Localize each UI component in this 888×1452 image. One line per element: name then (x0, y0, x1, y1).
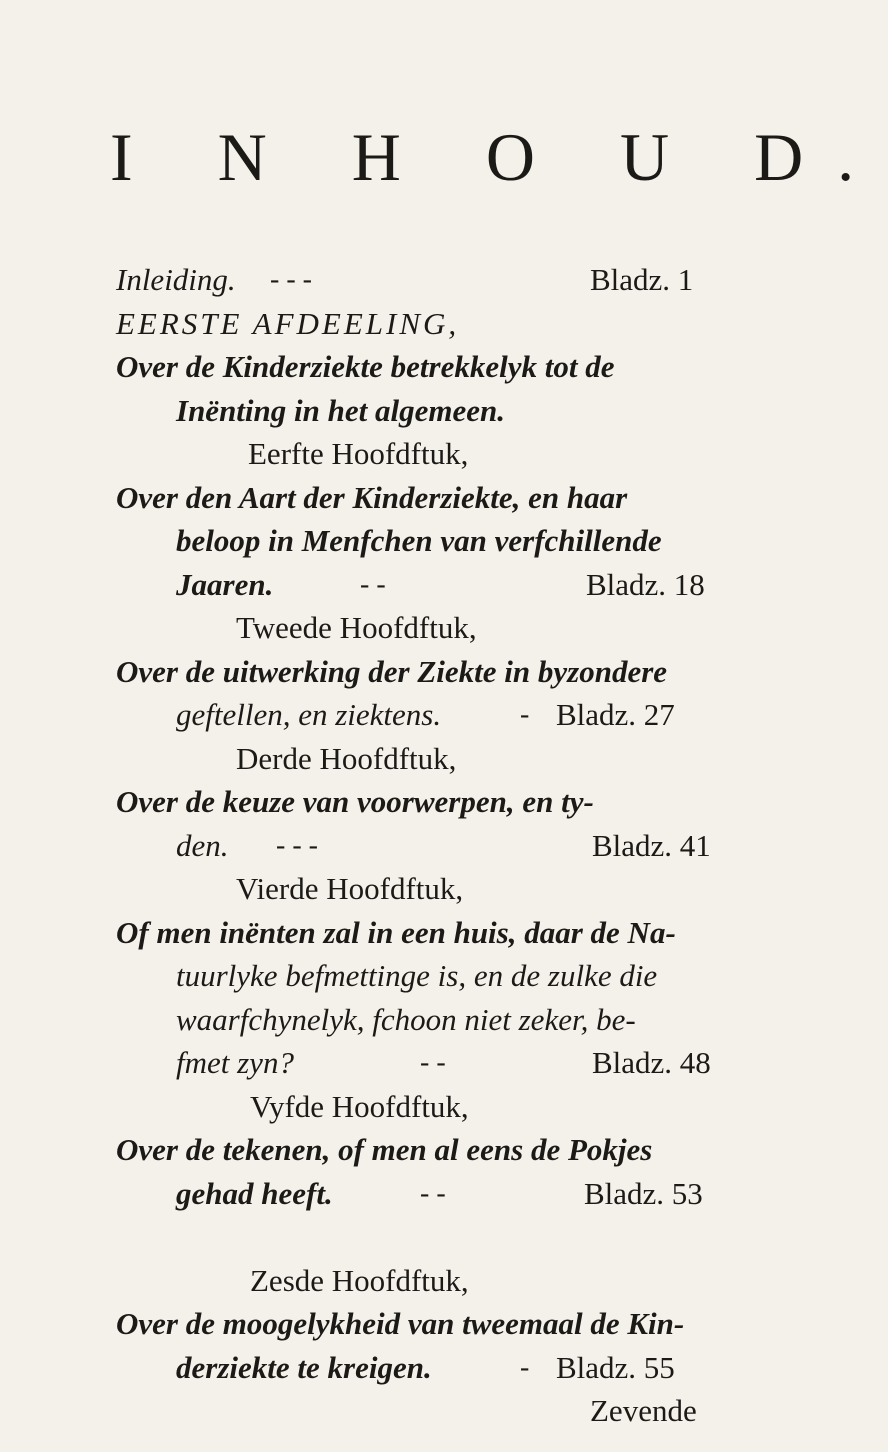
chapter-title-line: Over de uitwerking der Ziekte in byzondere (116, 653, 668, 689)
chapter-title-line: Over de tekenen, of men al eens de Pokjes (116, 1132, 653, 1167)
chapter-heading: Tweede Hoofdftuk, (236, 610, 477, 645)
chapter-heading: Eerfte Hoofdftuk, (248, 436, 469, 471)
chapter-dashes: - - (420, 1047, 446, 1078)
chapter-dashes: - (520, 699, 530, 730)
chapter-title-line: Jaaren. (176, 566, 274, 602)
chapter-dashes: - - (420, 1177, 446, 1209)
chapter-dashes: - (520, 1351, 530, 1383)
chapter-dashes: - - - (276, 829, 318, 861)
chapter-dashes: - - (360, 568, 386, 600)
chapter-title-line: Of men inënten zal in een huis, daar de Na- (116, 914, 676, 950)
chapter-title-line: Over den Aart der Kinderziekte, en haar (116, 479, 628, 515)
chapter-title-line: Over de moogelykheid van tweemaal de Kin- (116, 1306, 685, 1341)
part-subtitle-line: Over de Kinderziekte betrekkelyk tot de (116, 349, 615, 384)
chapter-page: Bladz. 48 (592, 1045, 711, 1080)
chapter-title-line: Over de keuze van voorwerpen, en ty- (116, 784, 594, 819)
chapter-page: Bladz. 18 (586, 566, 705, 602)
chapter-page: Bladz. 53 (584, 1175, 703, 1211)
chapter-title-line: gehad heeft. (176, 1175, 333, 1211)
chapter-heading: Vyfde Hoofdftuk, (250, 1088, 469, 1124)
catchword: Zevende (590, 1393, 697, 1428)
chapter-title-line: fmet zyn? (176, 1045, 294, 1080)
chapter-title-line: waarfchynelyk, fchoon niet zeker, be- (176, 1001, 636, 1037)
chapter-title-line: tuurlyke befmettinge is, en de zulke die (176, 958, 658, 993)
chapter-title-line: beloop in Menfchen van verfchillende (176, 523, 662, 558)
part-heading: EERSTE AFDEELING, (116, 305, 460, 341)
chapter-heading: Zesde Hoofdftuk, (250, 1262, 469, 1298)
chapter-title-line: derziekte te kreigen. (176, 1349, 432, 1385)
chapter-page: Bladz. 41 (592, 827, 711, 863)
chapter-page: Bladz. 55 (556, 1349, 675, 1385)
chapter-heading: Derde Hoofdftuk, (236, 740, 457, 776)
intro-page: Bladz. 1 (590, 262, 694, 297)
part-subtitle-line: Inënting in het algemeen. (176, 392, 505, 428)
intro-label: Inleiding. (116, 262, 236, 297)
chapter-page: Bladz. 27 (556, 697, 675, 732)
intro-dashes: - - - (270, 264, 312, 295)
chapter-heading: Vierde Hoofdftuk, (236, 871, 464, 906)
chapter-title-line: den. (176, 827, 229, 863)
chapter-title-line: geftellen, en ziektens. (176, 697, 442, 732)
page-title: I N H O U D. (110, 119, 888, 195)
